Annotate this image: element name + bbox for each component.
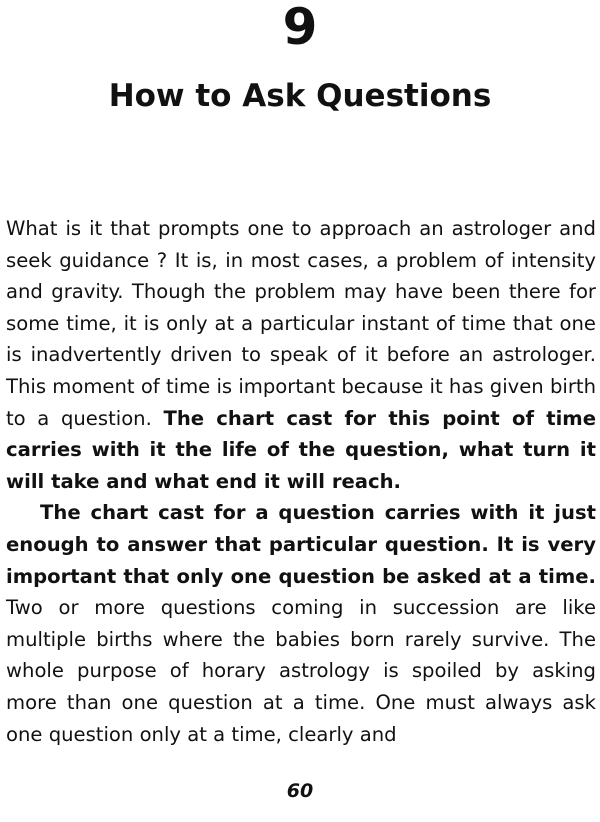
chapter-number: 9 [282, 0, 318, 56]
paragraph-1 [6, 213, 596, 497]
page-number: 60 [286, 780, 314, 802]
paragraph-1-bold-text: The chart cast for this point of time carries with it the life of the question, what turn it will take and what end it will reach. [6, 406, 596, 493]
paragraph-2 [6, 497, 596, 750]
chapter-title: How to Ask Questions [108, 78, 492, 114]
paragraph-2-bold-text: The chart cast for a question carries with it just enough to answer that particular question. It is very important that only one question be asked at a time. [6, 501, 596, 588]
body-text [6, 213, 596, 750]
paragraph-1-regular-text: What is it that prompts one to approach an astrologer and seek guidance ? It is, in most cases, a problem of intensity and gravity. Though the problem may have been there for some time, it is only at a particular instant of time that one is inadvertently driven to speak of it before an astrologer. This moment of time is important because it has given birth to a question. [6, 217, 596, 430]
paragraph-2-regular-text: Two or more questions coming in succession are like multiple births where the babies born rarely survive. The whole purpose of horary astrology is spoiled by asking more than one question at a time. One must always ask one question only at a time, clearly and [6, 596, 596, 746]
